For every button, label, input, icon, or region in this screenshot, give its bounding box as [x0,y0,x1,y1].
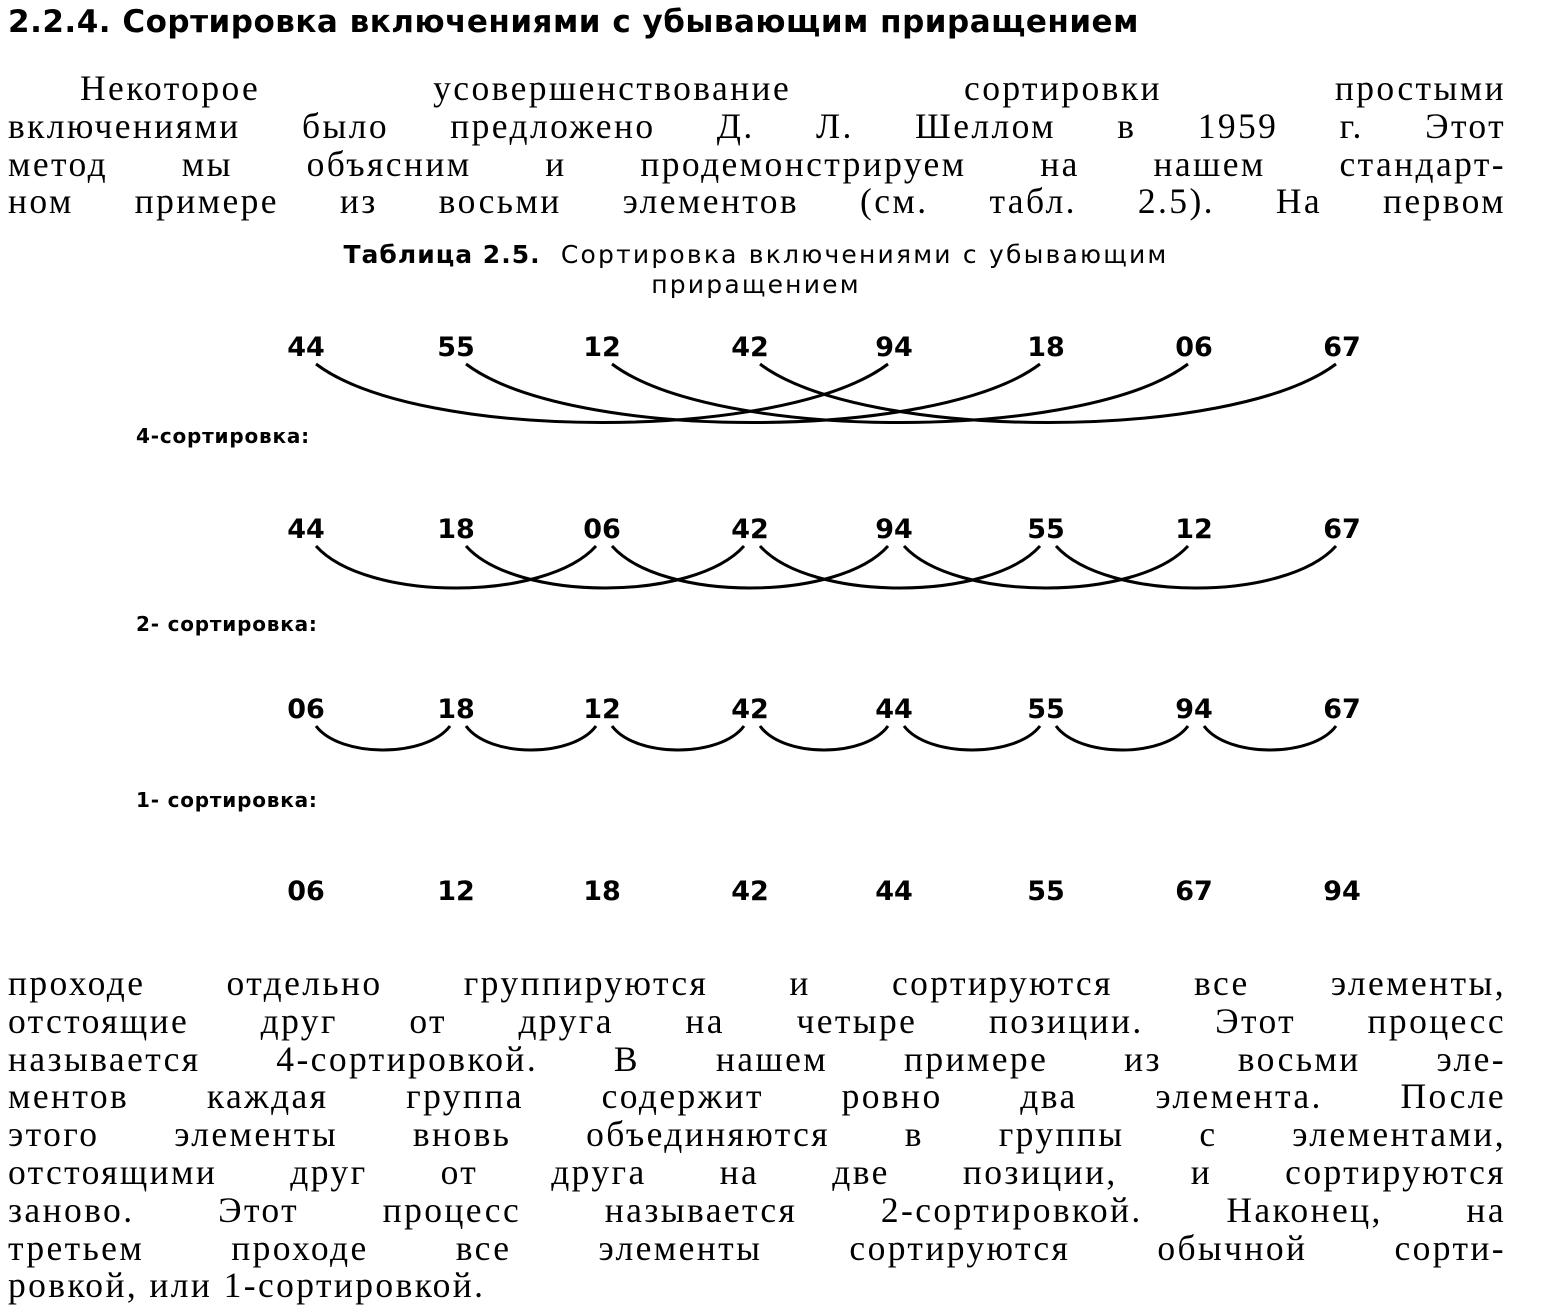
section-heading: 2.2.4. Сортировка включениями с убывающим приращением [8,4,1139,40]
intro-paragraph [8,70,1506,221]
diagram-value-r3-c6: 67 [1175,876,1213,907]
diagram-value-r2-c3: 42 [731,694,769,725]
diagram-value-r0-c2: 12 [583,332,621,363]
table-caption-text: Сортировка включениями с убывающим [560,240,1169,269]
intro-line: включениями было предложено Д. Л. Шеллом в 1959 г. Этот [8,105,1506,146]
explanation-line: отстоящие друг от друга на четыре позиции. Этот процесс [8,1000,1506,1041]
comparison-arc-pass1-1 [466,726,596,750]
explanation-line: проходе отдельно группируются и сортируются все элементы, [8,963,1506,1003]
comparison-arc-pass1-6 [1204,726,1336,750]
explanation-line: третьем проходе все элементы сортируются обычной сорти- [8,1227,1506,1268]
diagram-value-r2-c1: 18 [437,694,475,725]
comparison-arc-pass1-5 [1056,726,1188,750]
intro-line: ном примере из восьми элементов (см. табл. 2.5). На первом [8,181,1506,222]
comparison-arc-pass1-3 [760,726,888,750]
intro-line: Некоторое усовершенствование сортировки простыми [80,68,1506,108]
comparison-arc-pass2-2 [612,546,888,588]
diagram-value-r1-c2: 06 [583,514,621,545]
diagram-value-r3-c0: 06 [287,876,325,907]
diagram-value-r1-c0: 44 [287,514,325,545]
diagram-value-r2-c7: 67 [1323,694,1361,725]
diagram-value-r0-c7: 67 [1323,332,1361,363]
comparison-arc-pass1-4 [904,726,1040,750]
comparison-arc-pass4-2 [612,364,1188,423]
diagram-value-r0-c3: 42 [731,332,769,363]
diagram-value-r1-c7: 67 [1323,514,1361,545]
pass-label-2-sort: 2- сортировка: [136,612,318,636]
explanation-line: заново. Этот процесс называется 2-сортировкой. Наконец, на [8,1189,1506,1230]
comparison-arc-pass2-3 [760,546,1040,588]
diagram-value-r2-c6: 94 [1175,694,1213,725]
diagram-value-r0-c0: 44 [287,332,325,363]
diagram-value-r2-c0: 06 [287,694,325,725]
diagram-value-r2-c2: 12 [583,694,621,725]
comparison-arc-pass2-5 [1056,546,1336,588]
pass-label-4-sort: 4-сортировка: [136,424,310,448]
comparison-arc-pass2-1 [466,546,744,588]
table-caption [196,240,1316,300]
diagram-value-r0-c5: 18 [1027,332,1065,363]
comparison-arc-pass1-2 [612,726,744,750]
diagram-value-r2-c5: 55 [1027,694,1065,725]
explanation-line: ровкой, или 1-сортировкой. [8,1265,486,1305]
diagram-value-r0-c1: 55 [437,332,475,363]
comparison-arc-pass1-0 [316,726,450,750]
table-caption-label: Таблица 2.5. [343,240,541,269]
comparison-arc-pass2-0 [316,546,596,588]
comparison-arc-pass4-0 [316,364,888,423]
explanation-paragraph [8,965,1506,1305]
comparison-arc-pass4-1 [466,364,1040,423]
pass-label-1-sort: 1- сортировка: [136,788,318,812]
diagram-value-r1-c6: 12 [1175,514,1213,545]
diagram-value-r3-c2: 18 [583,876,621,907]
diagram-value-r1-c1: 18 [437,514,475,545]
diagram-value-r1-c5: 55 [1027,514,1065,545]
diagram-value-r1-c3: 42 [731,514,769,545]
intro-line: метод мы объясним и продемонстрируем на нашем стандарт- [8,143,1506,184]
explanation-line: называется 4-сортировкой. В нашем примере из восьми эле- [8,1038,1506,1079]
diagram-value-r3-c5: 55 [1027,876,1065,907]
explanation-line: этого элементы вновь объединяются в группы с элементами, [8,1114,1506,1155]
comparison-arc-pass2-4 [904,546,1188,588]
comparison-arc-pass4-3 [760,364,1336,423]
diagram-value-r0-c6: 06 [1175,332,1213,363]
explanation-line: ментов каждая группа содержит ровно два элемента. После [8,1076,1506,1117]
diagram-value-r2-c4: 44 [875,694,913,725]
diagram-value-r3-c4: 44 [875,876,913,907]
diagram-value-r3-c1: 12 [437,876,475,907]
table-caption-text-cont: приращением [651,270,861,299]
diagram-value-r3-c3: 42 [731,876,769,907]
diagram-value-r1-c4: 94 [875,514,913,545]
explanation-line: отстоящими друг от друга на две позиции, и сортируются [8,1151,1506,1192]
diagram-value-r0-c4: 94 [875,332,913,363]
diagram-value-r3-c7: 94 [1323,876,1361,907]
